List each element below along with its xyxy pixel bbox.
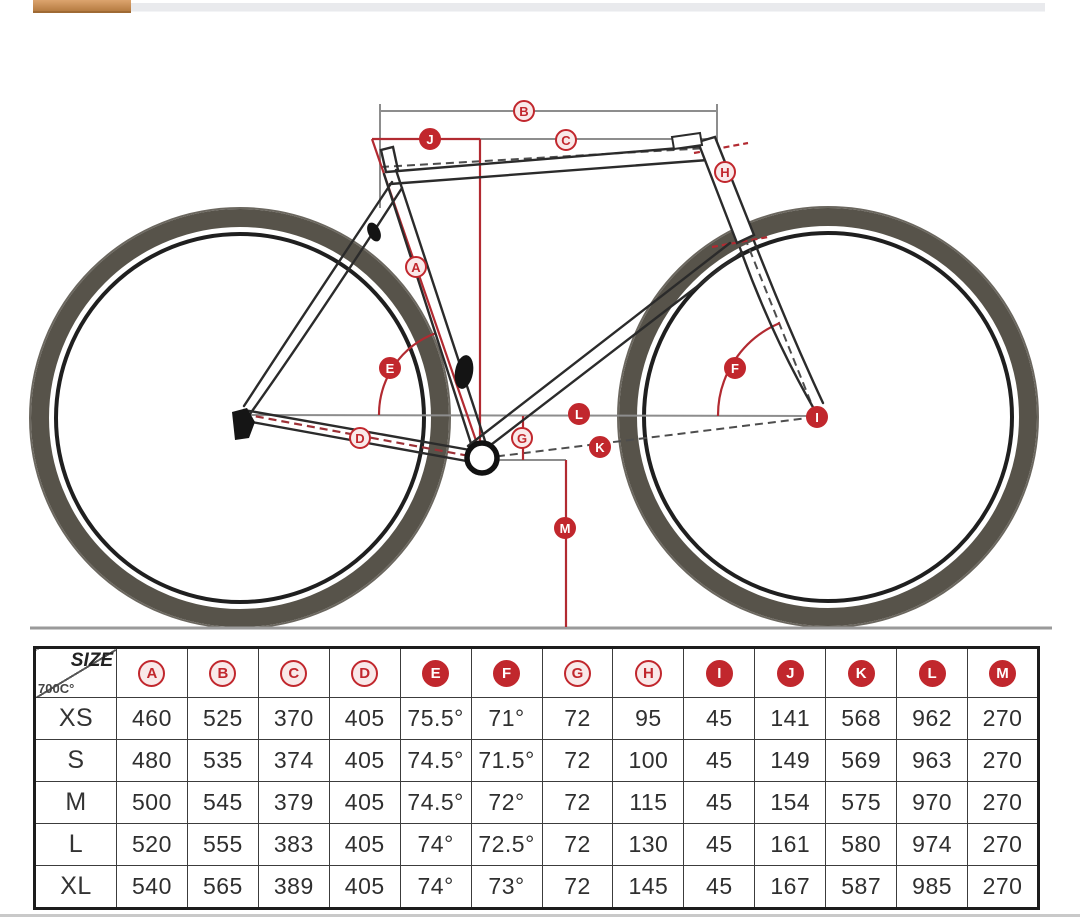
value-XL-H: 145 (613, 866, 684, 909)
column-header-F (471, 648, 542, 698)
table-row-XS (35, 698, 1039, 740)
table-row-S (35, 740, 1039, 782)
column-header-L (897, 648, 968, 698)
value-XL-K: 587 (826, 866, 897, 909)
size-cell-M: M (35, 782, 117, 824)
value-M-L: 970 (897, 782, 968, 824)
table-row-M (35, 782, 1039, 824)
column-header-icon-H: H (635, 660, 662, 687)
value-L-G: 72 (542, 824, 613, 866)
table-corner-cell (35, 648, 117, 698)
value-XS-C: 370 (258, 698, 329, 740)
value-S-B: 535 (187, 740, 258, 782)
value-S-J: 149 (755, 740, 826, 782)
value-XS-F: 71° (471, 698, 542, 740)
column-header-I (684, 648, 755, 698)
value-XL-M: 270 (968, 866, 1039, 909)
value-XS-M: 270 (968, 698, 1039, 740)
value-L-E: 74° (400, 824, 471, 866)
column-header-icon-L: L (919, 660, 946, 687)
value-XL-E: 74° (400, 866, 471, 909)
bottom-edge-line (0, 914, 1080, 917)
stem-spacer (672, 133, 702, 149)
value-L-H: 130 (613, 824, 684, 866)
value-M-B: 545 (187, 782, 258, 824)
value-XL-G: 72 (542, 866, 613, 909)
column-header-G (542, 648, 613, 698)
size-cell-L: L (35, 824, 117, 866)
column-header-icon-I: I (706, 660, 733, 687)
value-XS-G: 72 (542, 698, 613, 740)
diagram-label-J: J (419, 128, 441, 150)
table-row-XL (35, 866, 1039, 909)
value-S-M: 270 (968, 740, 1039, 782)
value-L-J: 161 (755, 824, 826, 866)
value-M-G: 72 (542, 782, 613, 824)
value-XL-A: 540 (117, 866, 188, 909)
column-header-icon-C: C (280, 660, 307, 687)
diagram-label-E: E (379, 357, 401, 379)
value-S-K: 569 (826, 740, 897, 782)
value-M-E: 74.5° (400, 782, 471, 824)
value-XS-D: 405 (329, 698, 400, 740)
value-L-L: 974 (897, 824, 968, 866)
diagram-label-G: G (511, 427, 533, 449)
column-header-icon-B: B (209, 660, 236, 687)
value-XS-B: 525 (187, 698, 258, 740)
value-S-A: 480 (117, 740, 188, 782)
column-header-icon-E: E (422, 660, 449, 687)
table-header (35, 648, 1039, 698)
diagram-label-D: D (349, 427, 371, 449)
value-L-M: 270 (968, 824, 1039, 866)
value-S-G: 72 (542, 740, 613, 782)
table-body (35, 698, 1039, 909)
column-header-K (826, 648, 897, 698)
value-S-F: 71.5° (471, 740, 542, 782)
value-S-E: 74.5° (400, 740, 471, 782)
value-L-D: 405 (329, 824, 400, 866)
value-XL-F: 73° (471, 866, 542, 909)
column-header-icon-J: J (777, 660, 804, 687)
column-header-icon-F: F (493, 660, 520, 687)
value-M-K: 575 (826, 782, 897, 824)
value-XS-A: 460 (117, 698, 188, 740)
diagram-label-I: I (806, 406, 828, 428)
table-row-L (35, 824, 1039, 866)
corner-wheel-label: 700C° (38, 681, 75, 696)
diagram-label-F: F (724, 357, 746, 379)
value-M-M: 270 (968, 782, 1039, 824)
bottom-bracket (467, 443, 497, 473)
size-cell-XS: XS (35, 698, 117, 740)
value-L-C: 383 (258, 824, 329, 866)
diagram-label-B: B (513, 100, 535, 122)
column-header-icon-M: M (989, 660, 1016, 687)
value-L-I: 45 (684, 824, 755, 866)
value-XS-H: 95 (613, 698, 684, 740)
column-header-M (968, 648, 1039, 698)
value-XL-J: 167 (755, 866, 826, 909)
value-S-C: 374 (258, 740, 329, 782)
value-XS-E: 75.5° (400, 698, 471, 740)
value-M-C: 379 (258, 782, 329, 824)
value-S-H: 100 (613, 740, 684, 782)
column-header-J (755, 648, 826, 698)
size-cell-S: S (35, 740, 117, 782)
diagram-label-L: L (568, 403, 590, 425)
diagram-label-A: A (405, 256, 427, 278)
diagram-label-C: C (555, 129, 577, 151)
diagram-label-H: H (714, 161, 736, 183)
value-L-B: 555 (187, 824, 258, 866)
value-S-D: 405 (329, 740, 400, 782)
value-M-J: 154 (755, 782, 826, 824)
value-XS-L: 962 (897, 698, 968, 740)
value-XL-L: 985 (897, 866, 968, 909)
wheels (30, 207, 1038, 628)
size-cell-XL: XL (35, 866, 117, 909)
head-tube (698, 137, 754, 243)
column-header-H (613, 648, 684, 698)
value-M-D: 405 (329, 782, 400, 824)
measurement-lines-red (243, 139, 780, 627)
diagram-label-K: K (589, 436, 611, 458)
value-XL-D: 405 (329, 866, 400, 909)
value-M-H: 115 (613, 782, 684, 824)
column-header-B (187, 648, 258, 698)
column-header-E (400, 648, 471, 698)
value-XL-C: 389 (258, 866, 329, 909)
value-S-L: 963 (897, 740, 968, 782)
value-XL-I: 45 (684, 866, 755, 909)
value-S-I: 45 (684, 740, 755, 782)
column-header-icon-K: K (848, 660, 875, 687)
value-XS-K: 568 (826, 698, 897, 740)
column-header-A (117, 648, 188, 698)
geometry-size-table (33, 646, 1040, 910)
column-header-icon-D: D (351, 660, 378, 687)
column-header-icon-G: G (564, 660, 591, 687)
value-M-F: 72° (471, 782, 542, 824)
diagram-label-M: M (554, 517, 576, 539)
value-M-I: 45 (684, 782, 755, 824)
value-XS-I: 45 (684, 698, 755, 740)
value-L-K: 580 (826, 824, 897, 866)
column-header-icon-A: A (138, 660, 165, 687)
value-L-F: 72.5° (471, 824, 542, 866)
value-M-A: 500 (117, 782, 188, 824)
value-XS-J: 141 (755, 698, 826, 740)
corner-size-label: SIZE (70, 650, 113, 671)
value-XL-B: 565 (187, 866, 258, 909)
column-header-D (329, 648, 400, 698)
column-header-C (258, 648, 329, 698)
value-L-A: 520 (117, 824, 188, 866)
